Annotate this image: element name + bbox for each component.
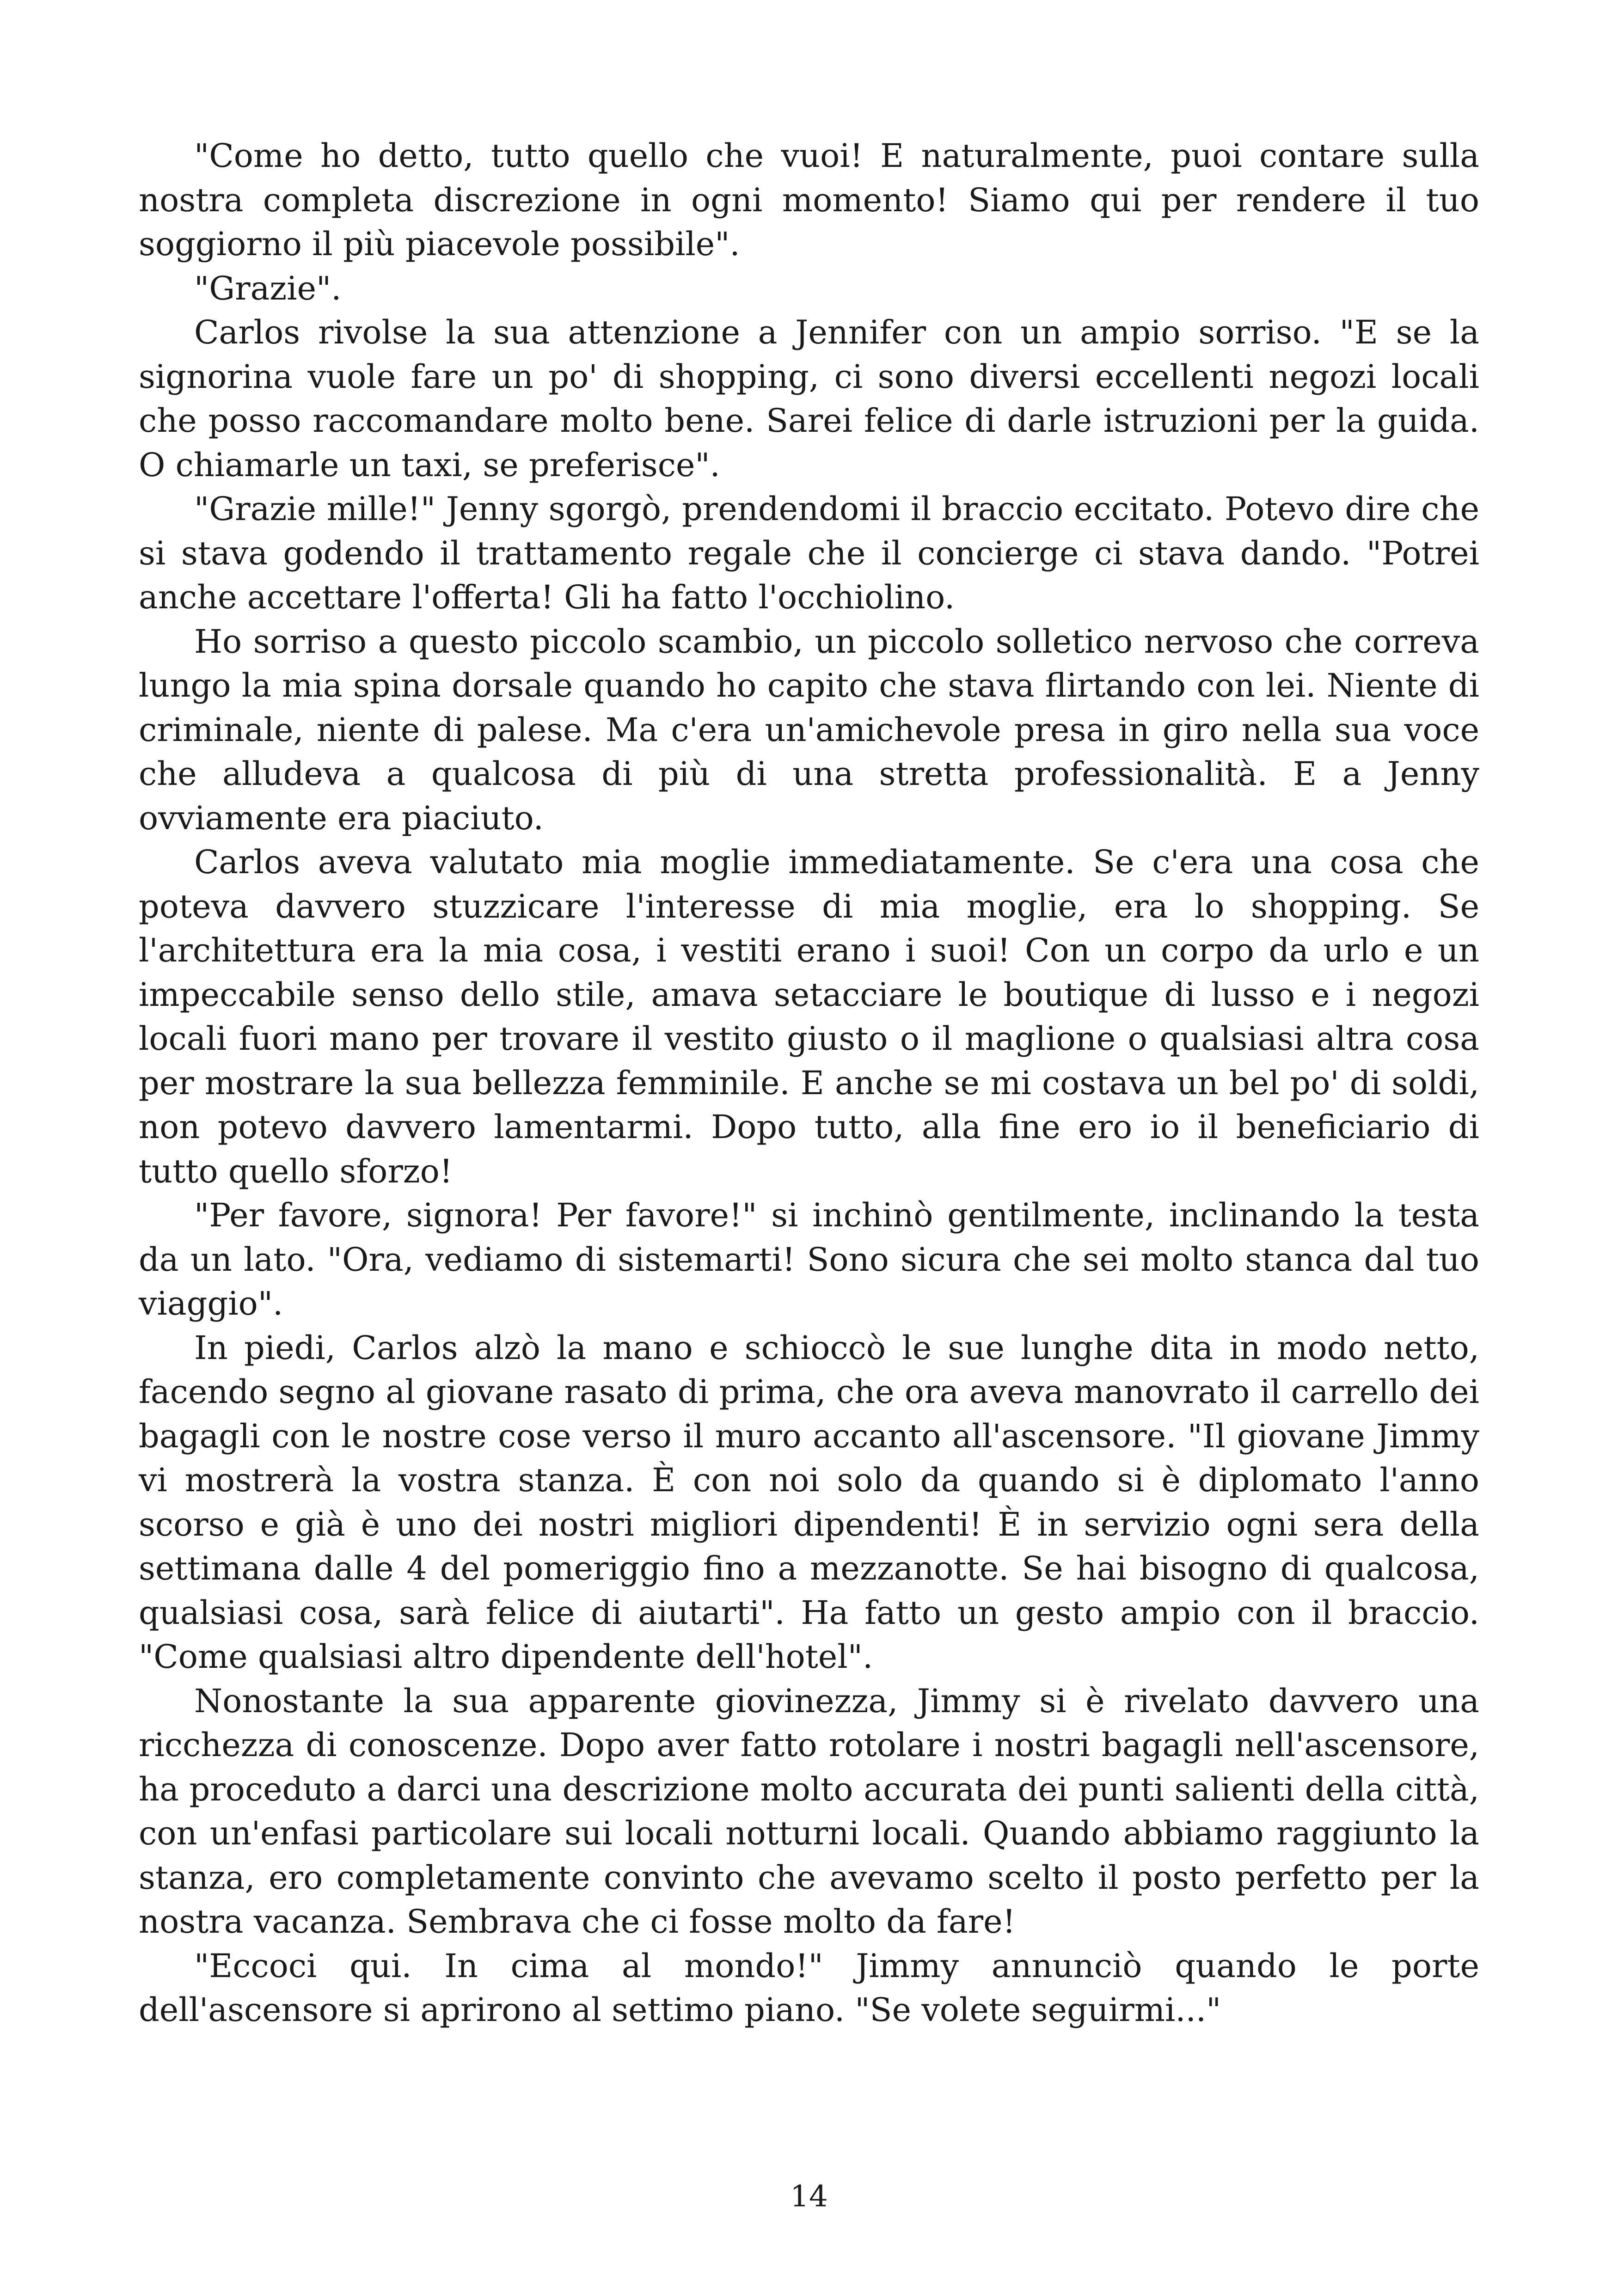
paragraph: Carlos aveva valutato mia moglie immediatamente. Se c'era una cosa che poteva davvero stuzzicare l'interesse di mia moglie, era lo shopping. Se l'architettura era la mia cosa, i vestiti erano i suoi! Con un corpo da urlo e un impeccabile senso dello stile, amava setacciare le boutique di lusso e i negozi locali fuori mano per trovare il vestito giusto o il maglione o qualsiasi altra cosa per mostrare la sua bellezza femminile. E anche se mi costava un bel po' di soldi, non potevo davvero lamentarmi. Dopo tutto, alla fine ero io il beneficiario di tutto quello sforzo! bbox=[139, 843, 1479, 1190]
paragraph: Nonostante la sua apparente giovinezza, Jimmy si è rivelato davvero una ricchezza di conoscenze. Dopo aver fatto rotolare i nostri bagagli nell'ascensore, ha proceduto a darci una descrizione molto accurata dei punti salienti della città, con un'enfasi particolare sui locali notturni locali. Quando abbiamo raggiunto la stanza, ero completamente convinto che avevamo scelto il posto perfetto per la nostra vacanza. Sembrava che ci fosse molto da fare! bbox=[139, 1682, 1479, 1941]
paragraph: Ho sorriso a questo piccolo scambio, un piccolo solletico nervoso che correva lungo la mia spina dorsale quando ho capito che stava flirtando con lei. Niente di criminale, niente di palese. Ma c'era un'amichevole presa in giro nella sua voce che alludeva a qualcosa di più di una stretta professionalità. E a Jenny ovviamente era piaciuto. bbox=[139, 622, 1479, 837]
page-number: 14 bbox=[790, 2180, 828, 2214]
paragraph: "Grazie mille!" Jenny sgorgò, prendendomi il braccio eccitato. Potevo dire che si stava godendo il trattamento regale che il concierge ci stava dando. "Potrei anche accettare l'offerta! Gli ha fatto l'occhiolino. bbox=[139, 490, 1479, 616]
paragraph: Carlos rivolse la sua attenzione a Jennifer con un ampio sorriso. "E se la signorina vuole fare un po' di shopping, ci sono diversi eccellenti negozi locali che posso raccomandare molto bene. Sarei felice di darle istruzioni per la guida. O chiamarle un taxi, se preferisce". bbox=[139, 313, 1479, 484]
paragraph: "Grazie". bbox=[194, 269, 342, 307]
paragraph: In piedi, Carlos alzò la mano e schioccò le sue lunghe dita in modo netto, facendo segno al giovane rasato di prima, che ora aveva manovrato il carrello dei bagagli con le nostre cose verso il muro accanto all'ascensore. "Il giovane Jimmy vi mostrerà la vostra stanza. È con noi solo da quando si è diplomato l'anno scorso e già è uno dei nostri migliori dipendenti! È in servizio ogni sera della settimana dalle 4 del pomeriggio fino a mezzanotte. Se hai bisogno di qualcosa, qualsiasi cosa, sarà felice di aiutarti". Ha fatto un gesto ampio con il braccio. "Come qualsiasi altro dipendente dell'hotel". bbox=[139, 1329, 1479, 1676]
body-text bbox=[139, 134, 1479, 2033]
paragraph: "Come ho detto, tutto quello che vuoi! E naturalmente, puoi contare sulla nostra completa discrezione in ogni momento! Siamo qui per rendere il tuo soggiorno il più piacevole possibile". bbox=[139, 137, 1479, 263]
paragraph: "Per favore, signora! Per favore!" si inchinò gentilmente, inclinando la testa da un lato. "Ora, vediamo di sistemarti! Sono sicura che sei molto stanca dal tuo viaggio". bbox=[139, 1196, 1479, 1322]
paragraph: "Eccoci qui. In cima al mondo!" Jimmy annunciò quando le porte dell'ascensore si aprirono al settimo piano. "Se volete seguirmi..." bbox=[139, 1947, 1479, 2029]
